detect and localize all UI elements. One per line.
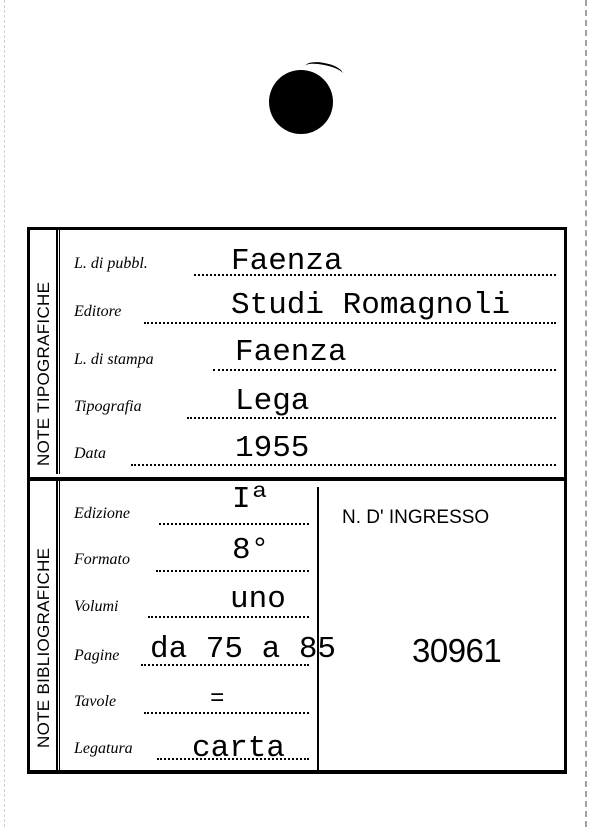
label-tipografia: Tipografia bbox=[74, 398, 142, 415]
card-right-edge bbox=[585, 0, 590, 827]
label-luogo-stampa: L. di stampa bbox=[74, 351, 154, 368]
value-legatura: carta bbox=[192, 731, 286, 766]
card-left-edge bbox=[4, 0, 6, 827]
label-volumi: Volumi bbox=[74, 598, 119, 615]
margin-rule bbox=[56, 481, 58, 771]
value-tipografia: Lega bbox=[235, 384, 310, 419]
dotted-line bbox=[156, 570, 309, 572]
value-luogo-stampa: Faenza bbox=[235, 335, 347, 370]
ingresso-number: 30961 bbox=[412, 632, 502, 669]
value-editore: Studi Romagnoli bbox=[231, 288, 511, 323]
dotted-line bbox=[159, 523, 309, 525]
margin-rule bbox=[59, 481, 60, 771]
value-luogo-pubblicazione: Faenza bbox=[231, 244, 343, 279]
value-volumi: uno bbox=[230, 582, 286, 617]
ingresso-divider bbox=[317, 487, 319, 771]
label-legatura: Legatura bbox=[74, 740, 133, 757]
label-tavole: Tavole bbox=[74, 693, 117, 710]
label-luogo-pubblicazione: L. di pubbl. bbox=[74, 255, 148, 272]
ingresso-title: N. D' INGRESSO bbox=[342, 507, 490, 528]
dotted-line bbox=[131, 464, 556, 466]
dotted-line bbox=[144, 712, 309, 714]
value-tavole: = bbox=[210, 686, 225, 713]
margin-rule bbox=[56, 230, 58, 474]
value-formato: 8° bbox=[232, 533, 270, 568]
label-data: Data bbox=[74, 445, 106, 462]
section-label-bibliografiche: NOTE BIBLIOGRAFICHE bbox=[34, 547, 53, 748]
label-pagine: Pagine bbox=[74, 647, 120, 664]
label-editore: Editore bbox=[74, 303, 122, 320]
value-data: 1955 bbox=[235, 431, 310, 466]
value-edizione: Iª bbox=[232, 482, 270, 517]
label-edizione: Edizione bbox=[74, 505, 130, 522]
punch-hole bbox=[269, 70, 333, 134]
section-label-tipografiche: NOTE TIPOGRAFICHE bbox=[34, 281, 53, 466]
section-divider bbox=[27, 477, 567, 481]
value-pagine: da 75 a 85 bbox=[150, 632, 337, 667]
label-formato: Formato bbox=[74, 551, 130, 568]
margin-rule bbox=[59, 230, 60, 474]
